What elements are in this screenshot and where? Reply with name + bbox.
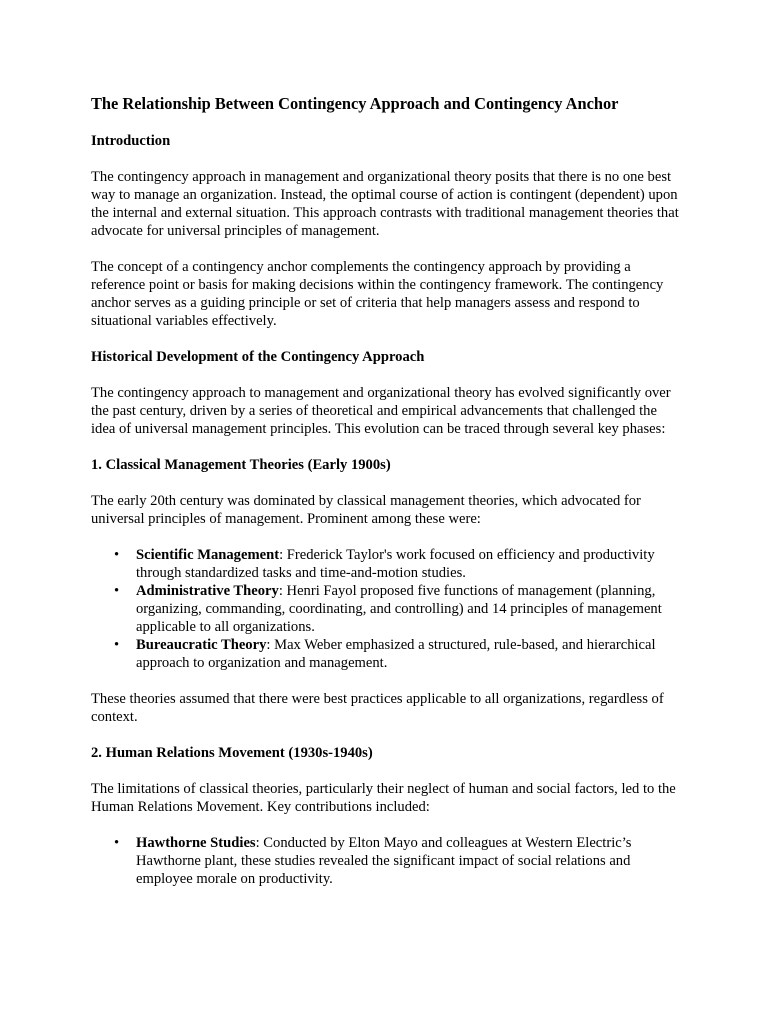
bullet-list-classical — [91, 546, 681, 672]
list-item — [136, 582, 681, 636]
list-item-term: Administrative Theory — [136, 583, 279, 599]
list-item — [136, 546, 681, 582]
paragraph: These theories assumed that there were best practices applicable to all organizations, regardless of context. — [91, 691, 664, 725]
list-item-text: : Frederick Taylor's work focused on efficiency and productivity through standardized tasks and time-and-motion studies. — [136, 547, 655, 581]
list-item — [136, 636, 681, 672]
paragraph: The contingency approach in management and organizational theory posits that there is no one best way to manage an organization. Instead, the optimal course of action is contingent (dependent) upon the internal and external situation. This approach contrasts with traditional management theories that advocate for universal principles of management. — [91, 169, 679, 239]
list-item — [136, 834, 681, 888]
document-body — [91, 94, 681, 906]
bullet-list-human-relations — [91, 834, 681, 888]
list-item-text: : Max Weber emphasized a structured, rule-based, and hierarchical approach to organization and management. — [136, 637, 656, 671]
section-heading-human-relations: 2. Human Relations Movement (1930s-1940s) — [91, 745, 373, 761]
section-heading-classical: 1. Classical Management Theories (Early 1900s) — [91, 457, 391, 473]
section-heading-history: Historical Development of the Contingency Approach — [91, 349, 425, 365]
paragraph: The limitations of classical theories, particularly their neglect of human and social factors, led to the Human Relations Movement. Key contributions included: — [91, 781, 676, 815]
paragraph: The contingency approach to management and organizational theory has evolved significantly over the past century, driven by a series of theoretical and empirical advancements that challenged the idea of universal management principles. This evolution can be traced through several key phases: — [91, 385, 671, 437]
document-title: The Relationship Between Contingency Approach and Contingency Anchor — [91, 94, 619, 113]
list-item-term: Scientific Management — [136, 547, 280, 563]
list-item-text: : Henri Fayol proposed five functions of management (planning, organizing, commanding, coordinating, and controlling) and 14 principles of management applicable to all organizations. — [136, 583, 662, 635]
list-item-term: Bureaucratic Theory — [136, 637, 267, 653]
paragraph: The early 20th century was dominated by classical management theories, which advocated for universal principles of management. Prominent among these were: — [91, 493, 641, 527]
section-heading-introduction: Introduction — [91, 133, 171, 149]
list-item-term: Hawthorne Studies — [136, 835, 256, 851]
list-item-text: : Conducted by Elton Mayo and colleagues at Western Electric’s Hawthorne plant, these studies revealed the significant impact of social relations and employee morale on productivity. — [136, 835, 632, 887]
paragraph: The concept of a contingency anchor complements the contingency approach by providing a reference point or basis for making decisions within the contingency framework. The contingency anchor serves as a guiding principle or set of criteria that help managers assess and respond to situational variables effectively. — [91, 259, 664, 329]
